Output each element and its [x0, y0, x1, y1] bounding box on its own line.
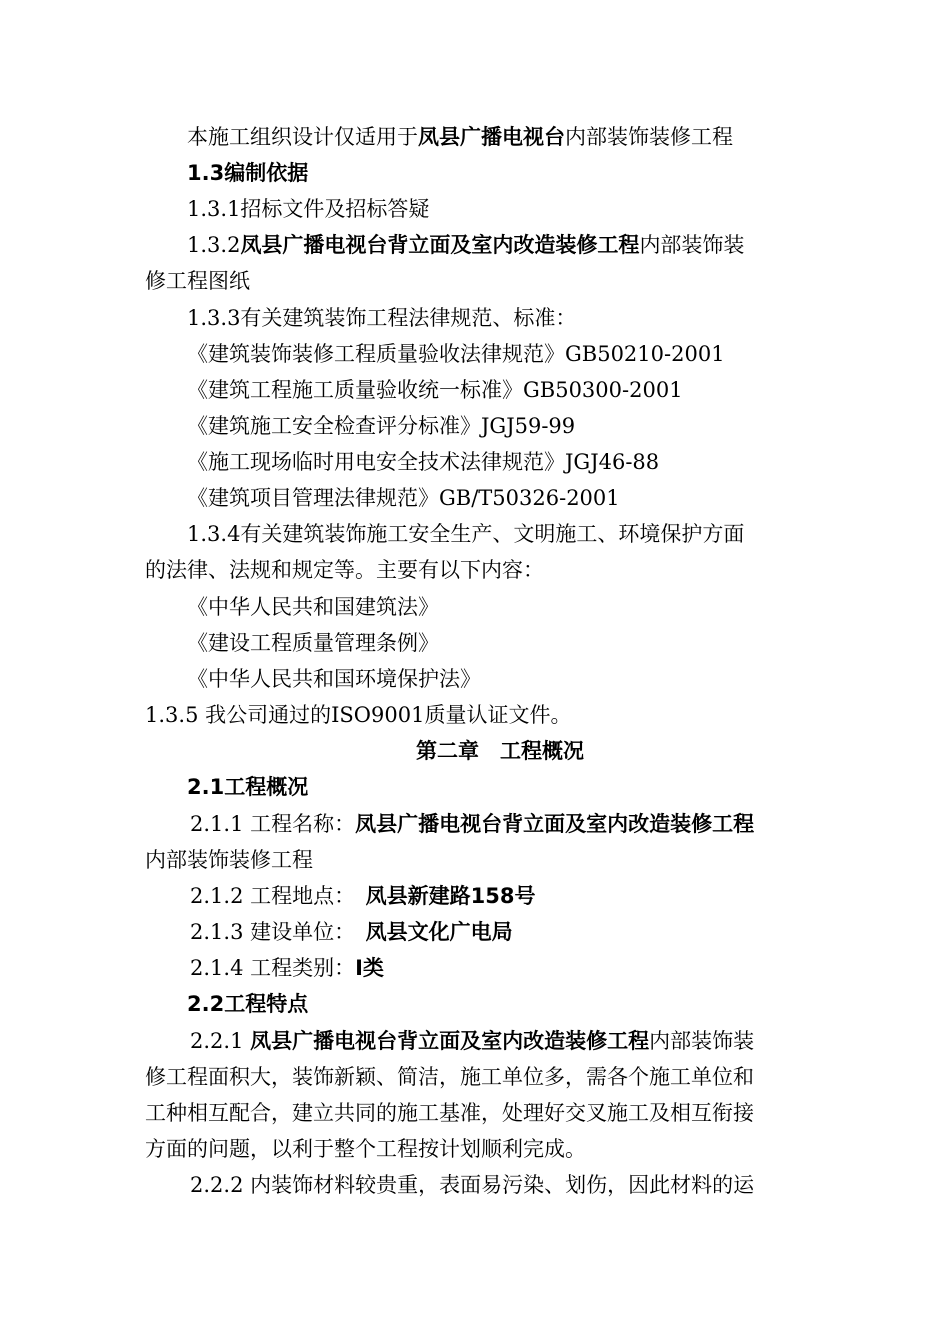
- value: Ⅰ类: [355, 956, 384, 980]
- section-heading-1-3: 1.3编制依据: [187, 161, 309, 185]
- label: 2.1.4 工程类别：: [190, 956, 356, 980]
- standard-item: 《建筑施工安全检查评分标准》JGJ59-99: [187, 414, 576, 438]
- paragraph-line: 的法律、法规和规定等。主要有以下内容：: [145, 558, 544, 582]
- value: 凤县广播电视台背立面及室内改造装修工程: [355, 812, 755, 836]
- text: 2.2.1: [190, 1029, 251, 1053]
- standard-item: 《建筑装饰装修工程质量验收法律规范》GB50210-2001: [187, 342, 725, 366]
- standard-item: 《施工现场临时用电安全技术法律规范》JGJ46-88: [187, 450, 660, 474]
- list-item: [187, 227, 744, 263]
- owner-line: [190, 914, 513, 950]
- standard-item: 《建筑项目管理法律规范》GB/T50326-2001: [187, 486, 620, 510]
- paragraph-line: 修工程面积大，装饰新颖、简洁，施工单位多，需各个施工单位和: [145, 1065, 754, 1089]
- project-name: 凤县广播电视台背立面及室内改造装修工程: [240, 233, 640, 257]
- label: 2.1.2 工程地点：: [190, 884, 345, 908]
- paragraph-line: 修工程图纸: [145, 269, 250, 293]
- text: 内部装饰装修工程: [565, 125, 733, 149]
- list-item: 1.3.3有关建筑装饰工程法律规范、标准：: [187, 306, 577, 330]
- section-heading-2-2: 2.2工程特点: [187, 992, 309, 1016]
- label: 2.1.1 工程名称：: [190, 812, 356, 836]
- law-item: 《中华人民共和国建筑法》: [187, 595, 439, 619]
- standard-item: 《建筑工程施工质量验收统一标准》GB50300-2001: [187, 378, 683, 402]
- list-item: 1.3.1招标文件及招标答疑: [187, 197, 430, 221]
- value: 凤县文化广电局: [365, 920, 513, 944]
- text: 内部装饰装: [649, 1029, 755, 1053]
- category-line: [190, 950, 384, 986]
- label: 2.1.3 建设单位：: [190, 920, 345, 944]
- list-item: [190, 1023, 754, 1059]
- law-item: 《建设工程质量管理条例》: [187, 631, 439, 655]
- text: 内部装饰装: [639, 233, 745, 257]
- paragraph-line: 方面的问题，以利于整个工程按计划顺利完成。: [145, 1137, 586, 1161]
- text: 1.3.2: [187, 233, 241, 257]
- project-name-line: [190, 806, 754, 842]
- scope-line: [187, 119, 733, 155]
- law-item: 《中华人民共和国环境保护法》: [187, 667, 481, 691]
- project-name: 凤县广播电视台: [418, 125, 565, 149]
- list-item: 2.2.2 内装饰材料较贵重，表面易污染、划伤，因此材料的运: [190, 1173, 755, 1197]
- project-location-line: [190, 878, 535, 914]
- list-item: 1.3.4有关建筑装饰施工安全生产、文明施工、环境保护方面: [187, 522, 745, 546]
- project-name: 凤县广播电视台背立面及室内改造装修工程: [250, 1029, 650, 1053]
- paragraph-line: 工种相互配合，建立共同的施工基准，处理好交叉施工及相互衔接: [145, 1101, 754, 1125]
- chapter-title: 第二章 工程概况: [416, 739, 584, 763]
- section-heading-2-1: 2.1工程概况: [187, 775, 309, 799]
- text: 本施工组织设计仅适用于: [187, 125, 418, 149]
- list-item: 1.3.5 我公司通过的ISO9001质量认证文件。: [145, 703, 572, 727]
- paragraph-line: 内部装饰装修工程: [145, 848, 313, 872]
- value: 凤县新建路158号: [365, 884, 536, 908]
